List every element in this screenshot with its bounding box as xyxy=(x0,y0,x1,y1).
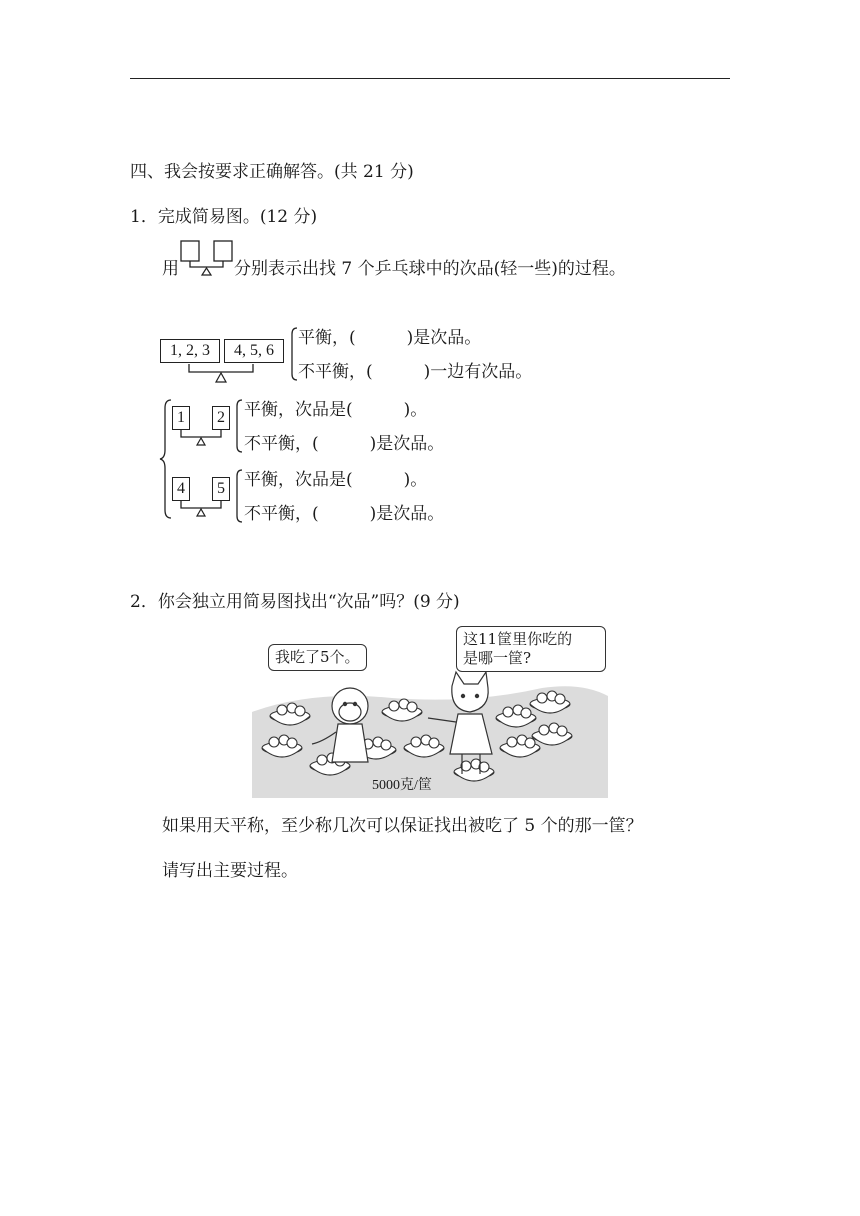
q2-title: 2．你会独立用简易图找出“次品”吗？(9 分) xyxy=(130,592,460,612)
sub1-unbalanced-line: 不平衡，( )是次品。 xyxy=(244,434,445,454)
monkey-speech-text: 我吃了5个。 xyxy=(275,648,360,666)
bracket-sub1 xyxy=(232,398,244,454)
cat-speech-bubble xyxy=(456,626,606,672)
section-title: 四、我会按要求正确解答。(共 21 分) xyxy=(130,162,414,182)
q1-intro-prefix: 用 xyxy=(162,259,179,279)
sub1-balanced-line: 平衡，次品是( )。 xyxy=(244,400,428,420)
sub1-left-box: 1 xyxy=(172,406,190,430)
top-unbalanced-line: 不平衡，( )一边有次品。 xyxy=(298,362,533,382)
monkey-speech-bubble xyxy=(268,644,367,671)
sub2-unbalanced-line: 不平衡，( )是次品。 xyxy=(244,504,445,524)
scale-beam xyxy=(160,340,300,386)
pan-right-box: 4, 5, 6 xyxy=(224,339,284,363)
cat-speech-line1: 这11筐里你吃的 xyxy=(463,630,573,648)
bracket-sub2 xyxy=(232,468,244,524)
sub1-right-box: 2 xyxy=(212,406,230,430)
q1-title: 1．完成简易图。(12 分) xyxy=(130,207,318,227)
q2-question-line1: 如果用天平称，至少称几次可以保证找出被吃了 5 个的那一筐？ xyxy=(162,816,643,836)
cat-speech-line2: 是哪一筐? xyxy=(463,649,532,667)
q1-intro-text: 分别表示出找 7 个乒乓球中的次品(轻一些)的过程。 xyxy=(234,259,626,279)
sub2-left-box: 4 xyxy=(172,477,190,501)
balance-scale-icon xyxy=(180,240,232,276)
q2-question-line2: 请写出主要过程。 xyxy=(162,861,298,881)
illustration xyxy=(252,632,608,798)
sub2-right-box: 5 xyxy=(212,477,230,501)
top-balanced-line: 平衡，( )是次品。 xyxy=(298,328,482,348)
basket-weight-label: 5000克/筐 xyxy=(372,778,432,793)
pan-left-box: 1, 2, 3 xyxy=(160,339,220,363)
sub2-balanced-line: 平衡，次品是( )。 xyxy=(244,470,428,490)
header-rule xyxy=(130,78,730,79)
